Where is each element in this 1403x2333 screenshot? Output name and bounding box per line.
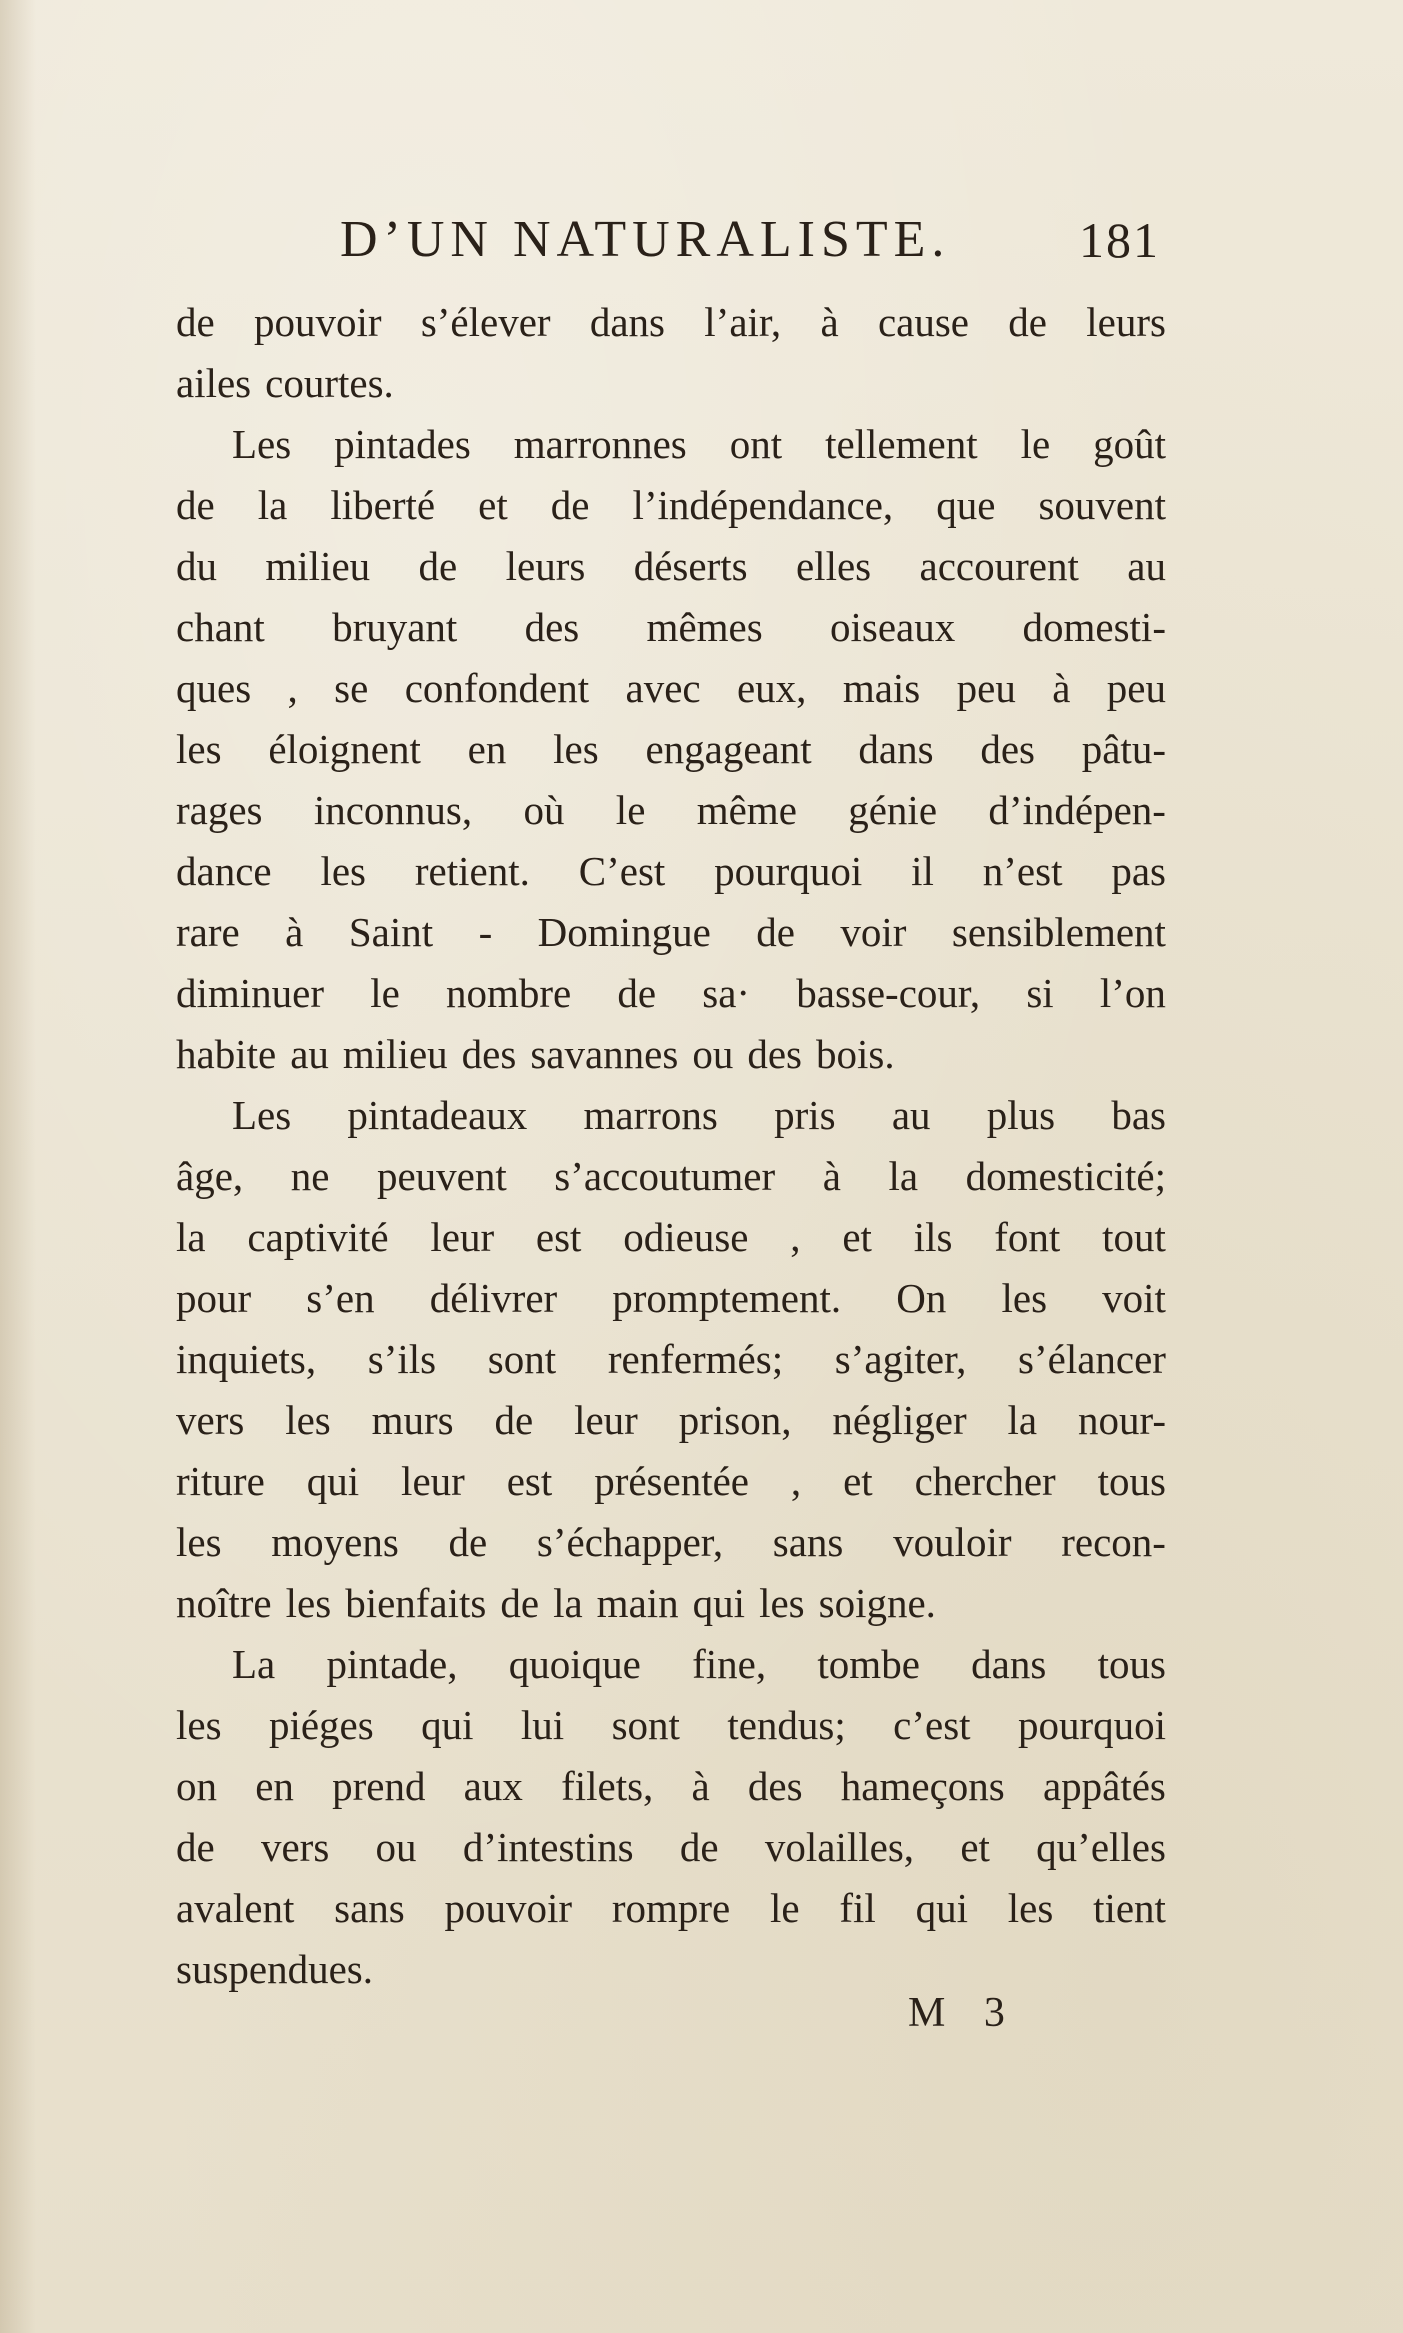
word: Les <box>232 1092 292 1138</box>
word: main <box>596 1580 679 1626</box>
word: voit <box>1102 1275 1166 1321</box>
word: de <box>617 970 657 1016</box>
word: à <box>1052 665 1071 711</box>
word: dans <box>589 299 665 345</box>
word: quoique <box>508 1641 641 1687</box>
text-line <box>176 719 1166 780</box>
word: filets, <box>561 1763 654 1809</box>
word: il <box>911 848 934 894</box>
word: marronnes <box>513 421 687 467</box>
word: ont <box>729 421 783 467</box>
word: piéges <box>268 1702 374 1748</box>
word: de <box>418 543 458 589</box>
word: les <box>320 848 367 894</box>
text-line <box>176 353 1166 414</box>
word: pouvoir <box>444 1885 573 1931</box>
word: les <box>553 726 599 772</box>
word: voir <box>840 909 907 955</box>
word: suspendues. <box>176 1946 374 1992</box>
word: leurs <box>1086 299 1166 345</box>
word: qui <box>306 1458 360 1504</box>
word: engageant <box>645 726 812 772</box>
word: le <box>615 787 646 833</box>
word: la <box>888 1153 919 1199</box>
word: bois. <box>815 1031 895 1077</box>
word: l’air, <box>704 299 782 345</box>
word: au <box>290 1031 329 1077</box>
word: - <box>478 909 493 955</box>
word: inquiets, <box>176 1336 317 1382</box>
word: se <box>334 665 369 711</box>
text-line <box>176 1146 1166 1207</box>
text-line <box>176 902 1166 963</box>
word: déserts <box>633 543 748 589</box>
word: la <box>553 1580 583 1626</box>
word: sa· <box>702 970 751 1016</box>
word: ils <box>913 1214 953 1260</box>
text-line <box>176 597 1166 658</box>
word: négliger <box>832 1397 967 1443</box>
word: sans <box>772 1519 844 1565</box>
word: avec <box>625 665 701 711</box>
text-line <box>176 1634 1166 1695</box>
page-gutter-shadow <box>0 0 36 2333</box>
text-line <box>176 1512 1166 1573</box>
word: aux <box>463 1763 523 1809</box>
word: nombre <box>445 970 572 1016</box>
word: n’est <box>982 848 1063 894</box>
word: C’est <box>578 848 666 894</box>
word: leurs <box>505 543 586 589</box>
word: prend <box>332 1763 426 1809</box>
word: marrons <box>583 1092 718 1138</box>
word: au <box>1127 543 1166 589</box>
word: tous <box>1097 1458 1166 1504</box>
text-line <box>176 1329 1166 1390</box>
word: bruyant <box>332 604 458 650</box>
word: est <box>535 1214 582 1260</box>
word: on <box>176 1763 217 1809</box>
text-line <box>176 292 1166 353</box>
word: de <box>550 482 590 528</box>
word: hameçons <box>840 1763 1005 1809</box>
text-line <box>176 1573 1166 1634</box>
word: la <box>176 1214 206 1260</box>
word: pourquoi <box>714 848 863 894</box>
text-line <box>176 1085 1166 1146</box>
word: dans <box>858 726 934 772</box>
word: de <box>176 299 215 345</box>
word: la <box>257 482 288 528</box>
word: les <box>759 1580 805 1626</box>
word: pouvoir <box>253 299 382 345</box>
word: les <box>176 1519 222 1565</box>
word: accourent <box>919 543 1079 589</box>
word: présentée <box>594 1458 749 1504</box>
text-line <box>176 1451 1166 1512</box>
word: oiseaux <box>829 604 956 650</box>
word: pintadeaux <box>347 1092 528 1138</box>
word: si <box>1026 970 1054 1016</box>
word: eux, <box>736 665 807 711</box>
word: les <box>1007 1885 1054 1931</box>
text-line <box>176 841 1166 902</box>
word: goût <box>1093 421 1166 467</box>
word: , <box>790 1458 802 1504</box>
word: et <box>478 482 508 528</box>
word: plus <box>986 1092 1056 1138</box>
word: Domingue <box>537 909 711 955</box>
word: sont <box>611 1702 680 1748</box>
word: retient. <box>414 848 530 894</box>
word: mais <box>842 665 921 711</box>
word: tendus; <box>727 1702 846 1748</box>
text-line <box>176 1024 1166 1085</box>
word: même <box>696 787 797 833</box>
word: chercher <box>914 1458 1056 1504</box>
word: leur <box>430 1214 495 1260</box>
word: les <box>285 1580 332 1626</box>
word: qu’elles <box>1036 1824 1166 1870</box>
word: courtes. <box>265 360 394 406</box>
text-line <box>176 963 1166 1024</box>
word: vouloir <box>893 1519 1012 1565</box>
text-line <box>176 1268 1166 1329</box>
word: de <box>448 1519 488 1565</box>
word: volailles, <box>764 1824 915 1870</box>
word: qui <box>692 1580 746 1626</box>
word: peu <box>1106 665 1166 711</box>
word: à <box>285 909 304 955</box>
word: sont <box>487 1336 557 1382</box>
word: à <box>820 299 839 345</box>
word: les <box>176 726 222 772</box>
text-line <box>176 1756 1166 1817</box>
word: habite <box>176 1031 277 1077</box>
word: milieu <box>265 543 371 589</box>
word: lui <box>520 1702 565 1748</box>
word: c’est <box>893 1702 971 1748</box>
word: tellement <box>825 421 978 467</box>
word: dans <box>971 1641 1047 1687</box>
word: de <box>679 1824 719 1870</box>
word: tient <box>1093 1885 1166 1931</box>
word: de <box>500 1580 540 1626</box>
word: sensiblement <box>951 909 1166 955</box>
word: le <box>370 970 400 1016</box>
word: des <box>461 1031 517 1077</box>
word: de <box>176 1824 215 1870</box>
word: odieuse <box>623 1214 749 1260</box>
word: génie <box>848 787 938 833</box>
word: fine, <box>692 1641 767 1687</box>
word: soigne. <box>818 1580 936 1626</box>
text-line <box>176 414 1166 475</box>
word: tombe <box>817 1641 920 1687</box>
word: le <box>1020 421 1051 467</box>
word: pour <box>176 1275 252 1321</box>
word: vers <box>260 1824 330 1870</box>
text-line <box>176 536 1166 597</box>
word: de <box>1008 299 1047 345</box>
word: avalent <box>176 1885 295 1931</box>
page-header <box>180 205 1160 275</box>
word: recon- <box>1061 1519 1166 1565</box>
word: bas <box>1111 1092 1166 1138</box>
word: ques <box>176 665 252 711</box>
word: du <box>176 543 217 589</box>
word: dance <box>176 848 272 894</box>
word: fil <box>839 1885 876 1931</box>
word: de <box>494 1397 534 1443</box>
word: pintades <box>334 421 471 467</box>
word: s’ils <box>367 1336 437 1382</box>
body-text <box>176 292 1166 2000</box>
text-line <box>176 1390 1166 1451</box>
page-number: 181 <box>1079 212 1160 268</box>
word: des <box>980 726 1035 772</box>
word: délivrer <box>429 1275 558 1321</box>
word: en <box>467 726 507 772</box>
word: des <box>524 604 580 650</box>
word: confondent <box>404 665 590 711</box>
text-line <box>176 780 1166 841</box>
word: et <box>842 1214 872 1260</box>
word: où <box>523 787 565 833</box>
word: chant <box>176 604 265 650</box>
word: sans <box>334 1885 405 1931</box>
word: pâtu- <box>1081 726 1166 772</box>
word: l’on <box>1099 970 1166 1016</box>
word: basse-cour, <box>796 970 981 1016</box>
word: s’accoutumer <box>554 1153 776 1199</box>
word: elles <box>795 543 872 589</box>
word: appâtés <box>1042 1763 1166 1809</box>
word: s’élever <box>420 299 551 345</box>
word: qui <box>421 1702 474 1748</box>
word: éloignent <box>268 726 421 772</box>
word: pas <box>1111 848 1166 894</box>
word: pourquoi <box>1017 1702 1166 1748</box>
word: leur <box>401 1458 465 1504</box>
word: captivité <box>247 1214 389 1260</box>
word: s’élancer <box>1018 1336 1166 1382</box>
word: les <box>285 1397 331 1443</box>
word: liberté <box>330 482 436 528</box>
word: ou <box>375 1824 417 1870</box>
word: et <box>960 1824 990 1870</box>
word: cause <box>877 299 970 345</box>
word: ailes <box>176 360 252 406</box>
word: bienfaits <box>345 1580 487 1626</box>
word: le <box>770 1885 800 1931</box>
word: qui <box>915 1885 968 1931</box>
word: riture <box>176 1458 265 1504</box>
word: La <box>232 1641 276 1687</box>
text-line <box>176 1817 1166 1878</box>
word: âge, <box>176 1153 244 1199</box>
text-line <box>176 1878 1166 1939</box>
word: ou <box>692 1031 734 1077</box>
word: , <box>790 1214 801 1260</box>
word: peuvent <box>376 1153 507 1199</box>
word: leur <box>574 1397 638 1443</box>
word: renfermés; <box>607 1336 784 1382</box>
word: inconnus, <box>313 787 473 833</box>
word: noître <box>176 1580 272 1626</box>
word: Les <box>232 421 292 467</box>
word: d’intestins <box>462 1824 634 1870</box>
word: Saint <box>348 909 434 955</box>
word: l’indépendance, <box>632 482 894 528</box>
word: prison, <box>678 1397 792 1443</box>
word: d’indépen- <box>988 787 1166 833</box>
word: à <box>691 1763 710 1809</box>
text-line <box>176 658 1166 719</box>
word: domesticité; <box>965 1153 1166 1199</box>
word: en <box>255 1763 294 1809</box>
word: ne <box>290 1153 330 1199</box>
word: la <box>1007 1397 1038 1443</box>
word: promptement. <box>612 1275 842 1321</box>
word: vers <box>176 1397 245 1443</box>
text-line <box>176 475 1166 536</box>
word: tous <box>1097 1641 1166 1687</box>
word: nour- <box>1078 1397 1166 1443</box>
word: au <box>891 1092 931 1138</box>
word: moyens <box>271 1519 399 1565</box>
running-head: D’UN NATURALISTE. <box>340 211 951 268</box>
word: domesti- <box>1022 604 1166 650</box>
text-line <box>176 1207 1166 1268</box>
word: , <box>287 665 298 711</box>
word: les <box>1001 1275 1048 1321</box>
word: souvent <box>1038 482 1166 528</box>
word: peu <box>956 665 1016 711</box>
word: murs <box>371 1397 454 1443</box>
word: mêmes <box>646 604 763 650</box>
word: des <box>747 1763 803 1809</box>
word: à <box>822 1153 841 1199</box>
word: pris <box>774 1092 836 1138</box>
word: diminuer <box>176 970 325 1016</box>
word: savannes <box>530 1031 679 1077</box>
signature-mark: M 3 <box>908 1990 1019 2036</box>
word: On <box>896 1275 947 1321</box>
word: milieu <box>342 1031 448 1077</box>
word: s’échapper, <box>536 1519 724 1565</box>
word: est <box>506 1458 553 1504</box>
word: rompre <box>611 1885 731 1931</box>
word: de <box>756 909 795 955</box>
word: tout <box>1102 1214 1166 1260</box>
word: pintade, <box>326 1641 458 1687</box>
word: s’en <box>306 1275 375 1321</box>
word: et <box>843 1458 873 1504</box>
word: les <box>176 1702 222 1748</box>
word: s’agiter, <box>834 1336 967 1382</box>
word: des <box>747 1031 802 1077</box>
word: font <box>994 1214 1061 1260</box>
word: rages <box>176 787 263 833</box>
word: que <box>936 482 996 528</box>
text-line <box>176 1695 1166 1756</box>
word: de <box>176 482 215 528</box>
word: rare <box>176 909 240 955</box>
